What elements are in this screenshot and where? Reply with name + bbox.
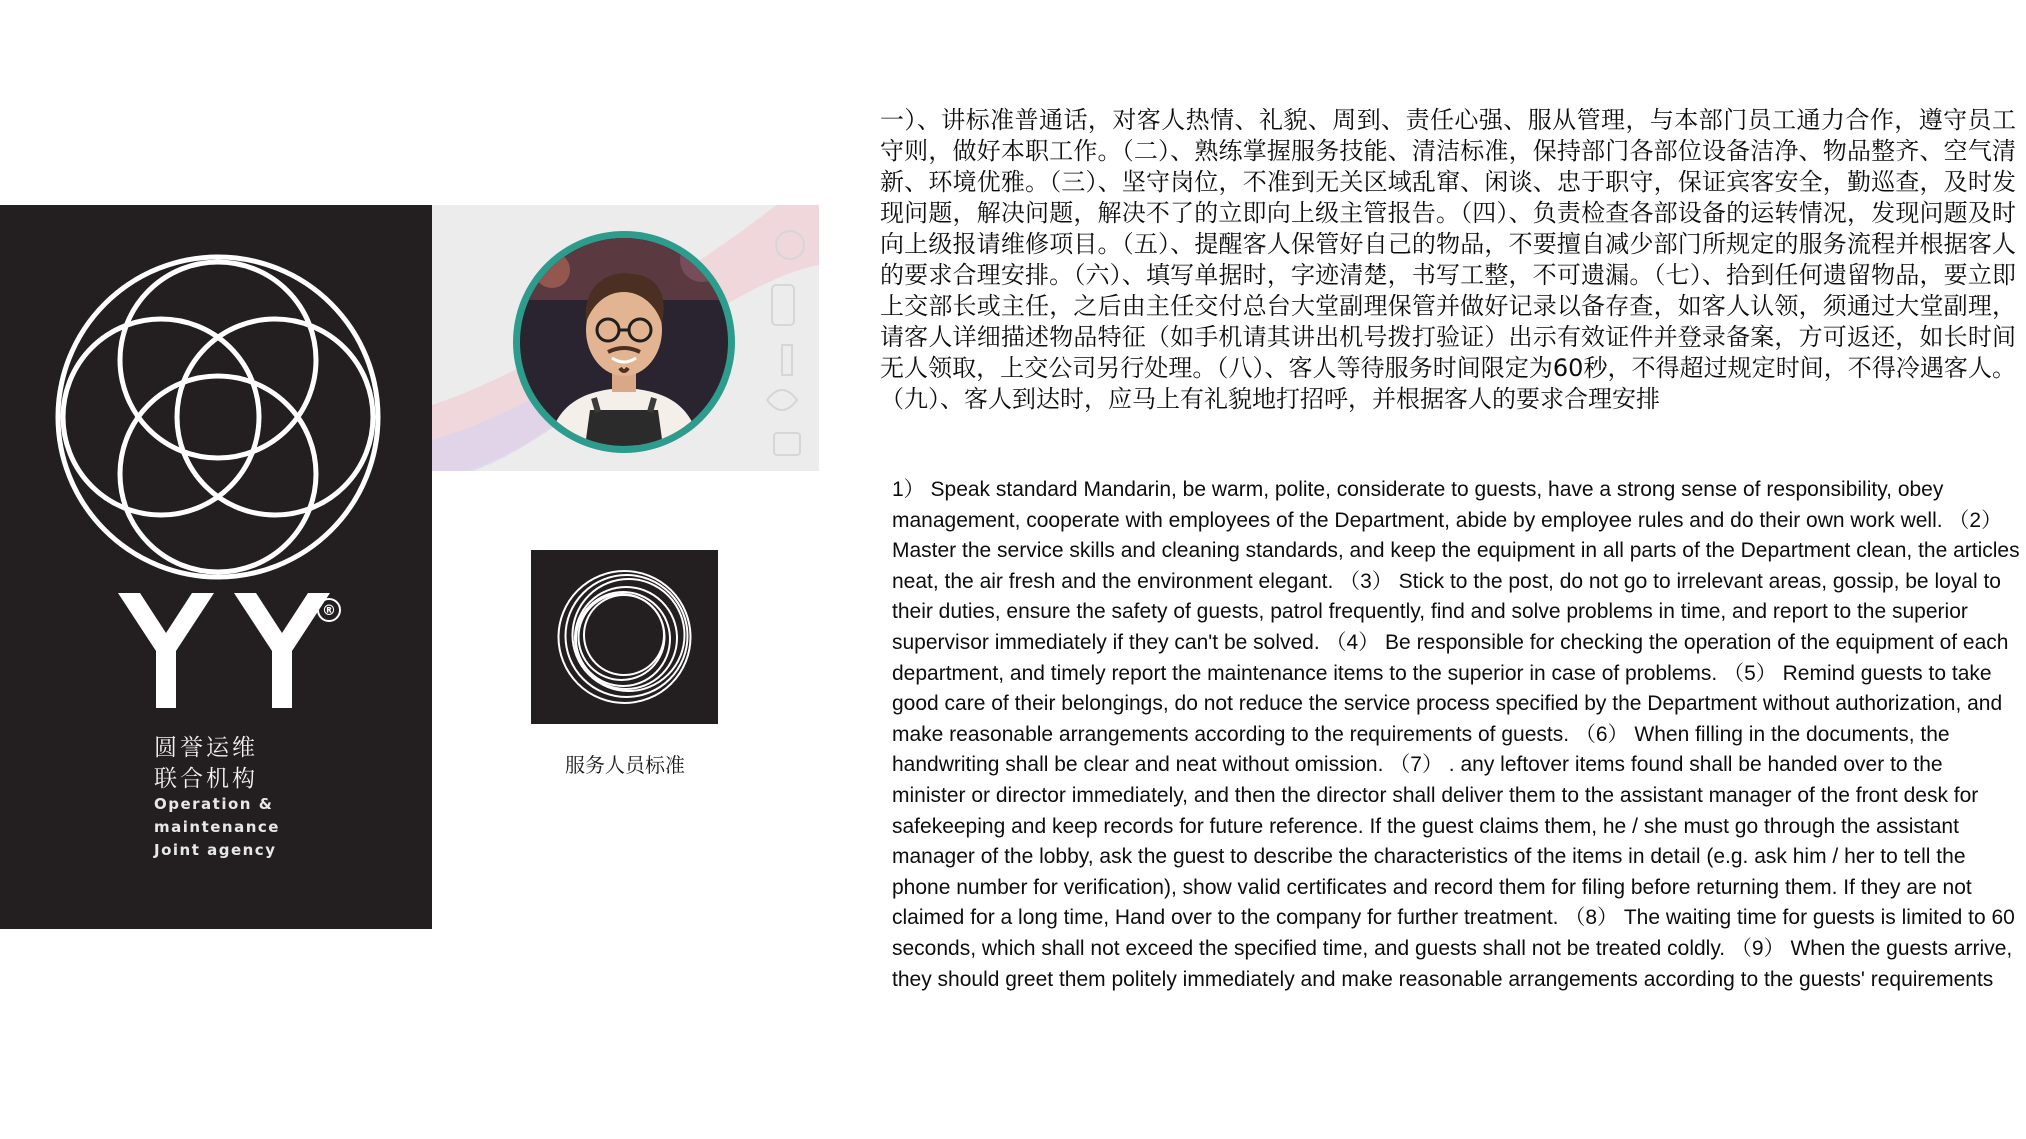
staff-photo-card [432, 205, 819, 471]
brand-name-en-line2: maintenance [154, 818, 280, 836]
brand-panel [0, 205, 432, 929]
brand-name-chinese [154, 733, 294, 795]
icon-caption: 服务人员标准 [565, 753, 685, 777]
chinese-standards-text: 一）、讲标准普通话，对客人热情、礼貌、周到、责任心强、服从管理，与本部门员工通力合作，遵守员工守则，做好本职工作。（二）、熟练掌握服务技能、清洁标准，保持部门各部位设备洁净、物品整齐、空气清新、环境优雅。（三）、坚守岗位，不准到无关区域乱窜、闲谈、忠于职守，保证宾客安全，勤巡查，及时发现问题，解决问题，解决不了的立即向上级主管报告。（四）、负责检查各部设备的运转情况，发现问题及时向上级报请维修项目。（五）、提醒客人保管好自己的物品，不要擅自减少部门所规定的服务流程并根据客人的要求合理安排。（六）、填写单据时，字迹清楚，书写工整，不可遗漏。（七）、拾到任何遗留物品，要立即上交部长或主任，之后由主任交付总台大堂副理保管并做好记录以备存查，如客人认领，须通过大堂副理，请客人详细描述物品特征（如手机请其讲出机号拨打验证）出示有效证件并登录备案，方可返还，如长时间无人领取，上交公司另行处理。（八）、客人等待服务时间限定为60秒，不得超过规定时间，不得冷遇客人。（九）、客人到达时，应马上有礼貌地打招呼，并根据客人的要求合理安排 [880, 106, 2016, 413]
interlocking-rings-logo-icon [48, 247, 388, 587]
yy-mark [118, 593, 348, 708]
registered-symbol: ® [322, 603, 336, 619]
registered-icon [316, 597, 342, 623]
brand-name-cn-line2: 联合机构 [154, 766, 258, 792]
spiral-icon-tile [531, 550, 718, 724]
concentric-spiral-icon [531, 550, 718, 724]
brand-name-en-line1: Operation & [154, 795, 274, 813]
brand-name-en-line3: Joint agency [154, 841, 277, 859]
english-standards-text: 1） Speak standard Mandarin, be warm, polite, considerate to guests, have a strong sense of responsibility, obey management, cooperate with employees of the Department, abide by employee rules and do their own work well. （2） Master the service skills and cleaning standards, and keep the equipment in all parts of the Department clean, the articles neat, the air fresh and the environment elegant. （3） Stick to the post, do not go to irrelevant areas, gossip, be loyal to their duties, ensure the safety of guests, patrol frequently, find and solve problems in time, and report to the superior supervisor immediately if they can't be solved. （4） Be responsible for checking the operation of the equipment of each department, and timely report the maintenance items to the superior in case of problems. （5） Remind guests to take good care of their belongings, do not reduce the service process specified by the Department without authorization, and make reasonable arrangements according to the requirements of guests. （6） When filling in the documents, the handwriting shall be clear and neat without omission. （7） . any leftover items found shall be handed over to the minister or director immediately, and then the director shall deliver them to the assistant manager of the front desk for safekeeping and keep records for future reference. If the guest claims them, he / she must go through the assistant manager of the lobby, ask the guest to describe the characteristics of the items in detail (e.g. ask him / her to tell the phone number for verification), show valid certificates and record them for filing before returning them. If they are not claimed for a long time, Hand over to the company for further treatment. （8） The waiting time for guests is limited to 60 seconds, which shall not exceed the specified time, and guests shall not be treated coldly. （9） When the guests arrive, they should greet them politely immediately and make reasonable arrangements according to the guests' requirements [892, 478, 2020, 991]
brand-name-english [154, 793, 294, 862]
brand-name-cn-line1: 圆誉运维 [154, 735, 258, 761]
waiter-portrait [512, 230, 736, 454]
